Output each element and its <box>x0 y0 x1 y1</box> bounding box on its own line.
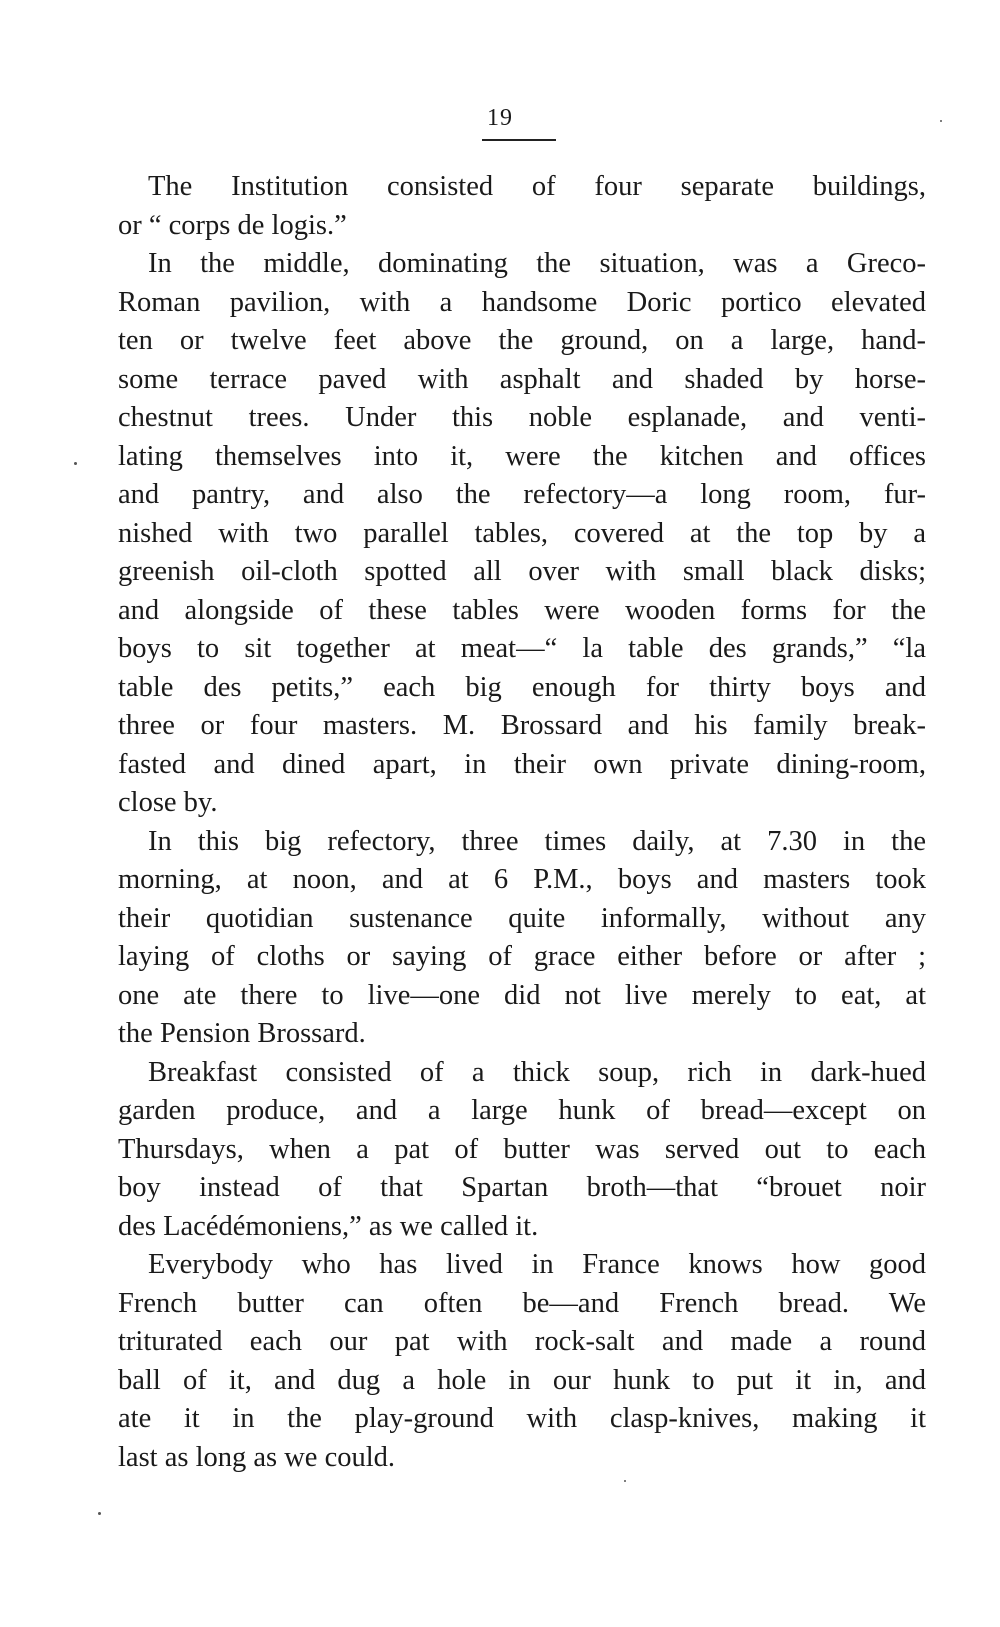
text-line: des Lacédémoniens,” as we called it. <box>118 1210 539 1242</box>
text-line: lating themselves into it, were the kitchen and offices <box>118 440 926 472</box>
text-line: three or four masters. M. Brossard and his family break- <box>118 710 926 741</box>
page-number: 19 <box>487 105 513 131</box>
text-line: or “ corps de logis.” <box>118 209 347 241</box>
scan-speck <box>624 1480 626 1482</box>
header-rule <box>482 139 556 141</box>
text-line: Everybody who has lived in France knows how good <box>148 1249 926 1280</box>
text-line: morning, at noon, and at 6 P.M., boys and masters took <box>118 864 926 895</box>
text-line: Roman pavilion, with a handsome Doric portico elevated <box>118 286 926 318</box>
text-line: Breakfast consisted of a thick soup, rich in dark-hued <box>148 1056 926 1088</box>
text-line: nished with two parallel tables, covered at the top by a <box>118 517 926 549</box>
text-line: garden produce, and a large hunk of bread—except on <box>118 1095 926 1126</box>
text-line: ten or twelve feet above the ground, on a large, hand- <box>118 325 926 356</box>
body-text <box>118 168 926 1477</box>
text-line: Thursdays, when a pat of butter was served out to each <box>118 1133 926 1165</box>
text-line: their quotidian sustenance quite informally, without any <box>118 902 926 934</box>
text-line: last as long as we could. <box>118 1441 396 1473</box>
scan-speck <box>98 1512 101 1515</box>
text-line: some terrace paved with asphalt and shaded by horse- <box>118 363 926 395</box>
text-line: In this big refectory, three times daily, at 7.30 in the <box>148 825 926 857</box>
text-line: fasted and dined apart, in their own private dining-room, <box>118 748 926 780</box>
text-line: and pantry, and also the refectory—a long room, fur- <box>118 479 926 510</box>
text-line: triturated each our pat with rock-salt and made a round <box>118 1326 926 1357</box>
text-line: greenish oil-cloth spotted all over with small black disks; <box>118 556 926 587</box>
scan-speck <box>940 120 942 122</box>
text-line: The Institution consisted of four separate buildings, <box>148 171 926 202</box>
text-line: one ate there to live—one did not live merely to eat, at <box>118 979 926 1011</box>
paragraph-2 <box>118 245 926 823</box>
paragraph-1 <box>118 168 926 245</box>
text-line: table des petits,” each big enough for thirty boys and <box>118 671 926 703</box>
text-line: In the middle, dominating the situation, was a Greco- <box>148 248 926 279</box>
paragraph-5 <box>118 1246 926 1477</box>
text-line: and alongside of these tables were wooden forms for the <box>118 594 926 626</box>
text-line: boys to sit together at meat—“ la table des grands,” “la <box>118 633 926 664</box>
paragraph-4 <box>118 1054 926 1247</box>
text-line: French butter can often be—and French bread. We <box>118 1287 926 1319</box>
text-line: the Pension Brossard. <box>118 1018 366 1049</box>
text-line: laying of cloths or saying of grace either before or after ; <box>118 941 926 972</box>
scan-speck <box>74 462 77 465</box>
text-line: ball of it, and dug a hole in our hunk to put it in, and <box>118 1364 926 1396</box>
text-line: ate it in the play-ground with clasp-knives, making it <box>118 1403 926 1434</box>
text-line: close by. <box>118 787 218 818</box>
text-line: boy instead of that Spartan broth—that “brouet noir <box>118 1172 926 1203</box>
text-line: chestnut trees. Under this noble esplanade, and venti- <box>118 402 926 433</box>
paragraph-3 <box>118 823 926 1054</box>
